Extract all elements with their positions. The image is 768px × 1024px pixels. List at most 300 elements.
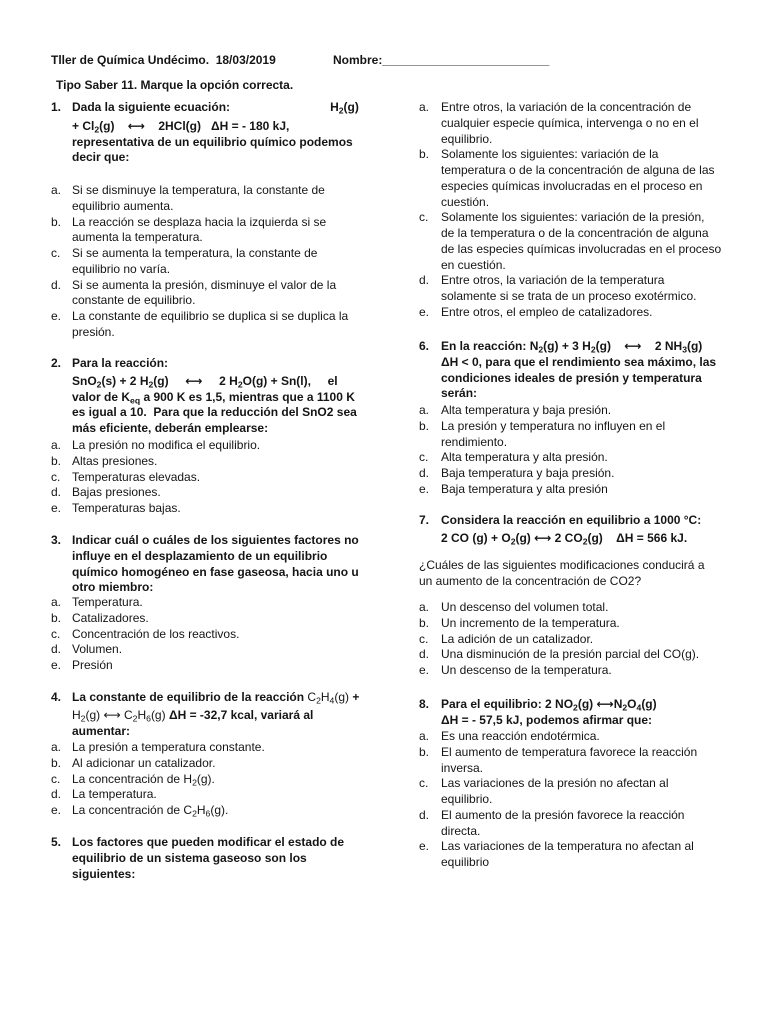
option-letter: e. — [51, 501, 62, 515]
option-5a — [419, 100, 721, 147]
stem-line: aumentar: — [72, 723, 131, 738]
option-line: Volumen. — [72, 642, 123, 657]
option-line: Es una reacción endotérmica. — [441, 729, 600, 743]
option-line: La constante de equilibrio se duplica si se duplica la — [72, 309, 349, 323]
text-run: (g) — [150, 707, 166, 722]
option-4e — [51, 803, 265, 819]
option-line: Temperatura. — [72, 595, 143, 609]
option-line: Temperaturas elevadas. — [72, 469, 201, 484]
question-1-stem — [51, 100, 359, 166]
option-3a — [51, 595, 239, 611]
option-text — [441, 210, 721, 273]
option-line: Un descenso de la temperatura. — [441, 663, 612, 677]
subscript: 6 — [205, 808, 211, 819]
option-letter: c. — [51, 246, 61, 260]
option-line: Solamente los siguientes: variación de la — [441, 147, 659, 162]
option-letter: b. — [419, 418, 430, 433]
option-line: Un incremento de la temperatura. — [441, 615, 620, 630]
option-letter: a. — [51, 183, 62, 197]
subscript: 6 — [146, 713, 151, 724]
option-line: inversa. — [441, 760, 484, 775]
option-6c — [419, 450, 665, 466]
question-5-stem — [51, 835, 344, 882]
subscript: eq — [130, 394, 141, 405]
stem-line: representativa de un equilibrio químico podemos — [72, 134, 353, 149]
option-letter: a. — [51, 595, 62, 609]
text-run: + Cl — [72, 118, 95, 133]
question-3-stem — [51, 533, 359, 596]
option-line: Las variaciones de la temperatura no afectan al — [441, 839, 694, 854]
option-text — [441, 808, 697, 840]
option-line: Una disminución de la presión parcial del CO(g). — [441, 647, 700, 662]
option-8b — [419, 745, 697, 777]
subscript: 3 — [682, 344, 687, 355]
text-run: H — [196, 803, 206, 817]
option-4b — [51, 756, 265, 772]
option-5b — [419, 147, 721, 210]
option-line: Un descenso del volumen total. — [441, 600, 609, 614]
option-text — [72, 485, 260, 501]
option-letter: a. — [51, 740, 62, 754]
option-letter: d. — [51, 642, 62, 657]
option-text — [441, 147, 721, 210]
stem-line: equilibrio de un sistema gaseoso son los — [72, 850, 307, 865]
option-line: aumenta la temperatura. — [72, 230, 203, 245]
option-letter: e. — [419, 304, 430, 319]
question-number: 3. — [51, 533, 62, 547]
option-text — [441, 482, 665, 498]
option-line: Bajas presiones. — [72, 485, 161, 500]
question-number: 5. — [51, 835, 62, 849]
subscript: 2 — [192, 808, 197, 819]
stem-line: otro miembro: — [72, 580, 154, 595]
question-7-prompt — [419, 558, 705, 590]
option-8c — [419, 776, 697, 808]
option-text — [72, 246, 348, 278]
option-6a — [419, 403, 665, 419]
option-6e — [419, 482, 665, 498]
question-8-options — [419, 729, 697, 871]
option-line: Si se aumenta la temperatura, la constante de — [72, 246, 318, 260]
option-letter: b. — [419, 147, 430, 162]
option-line: equilibrio no varía. — [72, 261, 171, 276]
question-6-text — [441, 339, 716, 402]
stem-line: siguientes: — [72, 866, 136, 881]
text-run: La concentración de H — [72, 771, 193, 786]
option-letter: d. — [419, 273, 430, 288]
option-line: especies químicas involucradas en el proceso en — [441, 178, 703, 193]
text-run: H — [137, 707, 147, 722]
text-run: (g) ⟷ 2 H — [153, 373, 238, 388]
option-line: La presión no modifica el equilibrio. — [72, 438, 261, 452]
stem-line: decir que: — [72, 150, 130, 165]
subscript: 2 — [590, 344, 596, 355]
option-text — [441, 403, 665, 419]
option-line: Las variaciones de la presión no afectan al — [441, 776, 669, 791]
option-text — [72, 595, 239, 611]
option-3d — [51, 642, 239, 658]
option-2b — [51, 454, 260, 470]
option-1e — [51, 309, 348, 341]
option-text — [441, 616, 699, 632]
option-text — [72, 215, 348, 247]
option-letter: b. — [51, 755, 62, 770]
text-run: ΔH = -32,7 kcal, variará al — [165, 707, 314, 722]
option-letter: c. — [51, 469, 61, 484]
option-text — [441, 647, 699, 663]
option-line: cuestión. — [441, 194, 490, 209]
question-3-options — [51, 595, 239, 674]
question-number: 2. — [51, 356, 62, 370]
subscript: 4 — [329, 695, 335, 706]
option-8a — [419, 729, 697, 745]
option-line: Si se disminuye la temperatura, la constante de — [72, 183, 325, 197]
option-letter: e. — [51, 309, 62, 323]
option-line: Al adicionar un catalizador. — [72, 755, 216, 770]
question-3-text — [72, 533, 359, 596]
option-7b — [419, 616, 699, 632]
option-text — [72, 658, 239, 674]
stem-line: Considera la reacción en equilibrio a 1000 °C: — [441, 513, 702, 527]
subscript: 2 — [132, 713, 138, 724]
option-letter: e. — [419, 839, 430, 854]
text-run: O(g) + Sn(l), el — [242, 373, 338, 388]
text-run: (g) ⟷ 2 NH — [595, 339, 683, 353]
question-8-text — [441, 697, 657, 729]
option-2e — [51, 501, 260, 517]
option-3b — [51, 611, 239, 627]
text-run: (g). — [210, 803, 229, 817]
stem-line: Para la reacción: — [72, 356, 169, 370]
stem-line: condiciones ideales de presión y temperatura — [441, 370, 702, 385]
subscript: 2 — [80, 713, 86, 724]
stem-line: más eficiente, deberán emplearse: — [72, 421, 269, 435]
text-run: + — [349, 690, 360, 704]
option-line: constante de equilibrio. — [72, 293, 196, 308]
option-text — [72, 642, 239, 658]
text-run: 2 CO (g) + O — [441, 530, 511, 545]
subscript: 2 — [538, 344, 544, 355]
subscript: 4 — [636, 702, 642, 713]
option-letter: d. — [419, 466, 430, 480]
option-5e — [419, 305, 721, 321]
text-run: (g) — [343, 100, 359, 114]
option-5c — [419, 210, 721, 273]
option-text — [441, 632, 699, 648]
question-7-stem — [419, 513, 701, 547]
option-letter: d. — [419, 647, 430, 662]
option-letter: b. — [51, 610, 62, 625]
option-text — [441, 450, 665, 466]
option-line: La adición de un catalizador. — [441, 631, 594, 646]
question-2-text — [72, 356, 357, 437]
text-run: (g) — [641, 697, 657, 711]
option-line: de las especies químicas involucradas en el proceso — [441, 241, 722, 256]
stem-line — [441, 339, 716, 355]
option-line — [72, 803, 265, 819]
option-text — [72, 309, 348, 341]
question-1-options — [51, 183, 348, 341]
option-letter: d. — [419, 807, 430, 822]
question-5-options — [419, 100, 721, 321]
text-run: (g) ΔH = 566 kJ. — [587, 530, 688, 545]
option-text — [72, 470, 260, 486]
question-4-stem — [51, 690, 359, 739]
option-text — [72, 611, 239, 627]
option-4c — [51, 772, 265, 788]
text-run: (s) + 2 H — [101, 373, 149, 388]
question-4-text — [72, 690, 359, 739]
option-line: Entre otros, la variación de la concentración de — [441, 100, 692, 114]
option-text — [441, 745, 697, 777]
option-text — [72, 756, 265, 772]
option-line: Concentración de los reactivos. — [72, 626, 240, 641]
text-run: (g) ⟷N — [577, 697, 623, 711]
text-run: (g). — [196, 771, 215, 786]
option-1d — [51, 278, 348, 310]
text-run: H — [72, 707, 81, 722]
option-line: temperatura o de la concentración de alguna de las — [441, 163, 715, 177]
stem-line — [72, 390, 357, 406]
stem-line — [72, 708, 359, 724]
text-run: La concentración de C — [72, 803, 193, 817]
option-letter: a. — [51, 438, 62, 452]
option-line: directa. — [441, 823, 481, 838]
subscript: 2 — [237, 379, 243, 390]
option-line: La presión y temperatura no influyen en el — [441, 418, 666, 433]
option-1b — [51, 215, 348, 247]
option-text — [441, 776, 697, 808]
option-text — [441, 839, 697, 871]
subscript: 2 — [94, 124, 100, 135]
option-line: solamente si se trata de un proceso exotérmico. — [441, 289, 697, 303]
option-1c — [51, 246, 348, 278]
question-5-text — [72, 835, 344, 882]
option-line: equilibrio — [441, 855, 490, 869]
stem-line — [72, 690, 359, 706]
text-run: Para el equilibrio: 2 NO — [441, 697, 574, 711]
option-letter: e. — [419, 663, 430, 677]
option-letter: c. — [419, 631, 429, 646]
option-1a — [51, 183, 348, 215]
subscript: 2 — [316, 695, 321, 706]
option-8e — [419, 839, 697, 871]
option-2c — [51, 470, 260, 486]
stem-line: Indicar cuál o cuáles de los siguientes factores no — [72, 533, 359, 547]
option-text — [441, 600, 699, 616]
option-letter: c. — [419, 210, 429, 225]
text-run: Dada la siguiente ecuación: H — [72, 100, 339, 114]
stem-line: es igual a 10. Para que la reducción del SnO2 sea — [72, 405, 357, 420]
option-line: rendimiento. — [441, 434, 508, 449]
option-line: presión. — [72, 324, 115, 339]
option-line: de la temperatura o de la concentración de alguna — [441, 226, 709, 240]
stem-line — [441, 697, 657, 713]
question-number: 4. — [51, 690, 62, 704]
option-letter: b. — [419, 744, 430, 759]
option-letter: e. — [419, 481, 430, 496]
option-letter: a. — [419, 729, 430, 743]
option-text — [72, 183, 348, 215]
option-2a — [51, 438, 260, 454]
subscript: 2 — [573, 702, 578, 713]
option-line: Temperaturas bajas. — [72, 501, 181, 515]
option-line: Presión — [72, 658, 113, 672]
option-7a — [419, 600, 699, 616]
option-line: equilibrio aumenta. — [72, 198, 174, 213]
option-letter: b. — [51, 214, 62, 229]
option-line: cualquier especie química, intervenga o no en el — [441, 115, 699, 130]
option-letter: d. — [51, 485, 62, 500]
option-line: Entre otros, la variación de la temperatura — [441, 273, 665, 288]
option-letter: d. — [51, 787, 62, 802]
option-4a — [51, 740, 265, 756]
option-line: Baja temperatura y alta presión — [441, 481, 608, 496]
option-line: Solamente los siguientes: variación de la presión, — [441, 210, 705, 225]
text-run: (g) ⟷ 2 CO — [515, 530, 583, 545]
option-line: Alta temperatura y baja presión. — [441, 403, 612, 417]
option-line: Altas presiones. — [72, 453, 158, 468]
question-7-text — [441, 513, 701, 547]
option-3c — [51, 627, 239, 643]
option-line — [72, 772, 265, 788]
option-text — [72, 278, 348, 310]
option-6b — [419, 419, 665, 451]
option-letter: c. — [419, 450, 429, 465]
option-text — [72, 787, 265, 803]
option-text — [72, 501, 260, 517]
stem-line: Los factores que pueden modificar el estado de — [72, 835, 345, 849]
option-text — [441, 273, 721, 305]
question-1-text — [72, 100, 359, 166]
stem-line — [72, 100, 359, 116]
option-7e — [419, 663, 699, 679]
question-8-stem — [419, 697, 657, 729]
question-2-stem — [51, 356, 357, 437]
option-line: La reacción se desplaza hacia la izquierda si se — [72, 214, 327, 229]
text-run: SnO — [72, 373, 97, 388]
option-line: equilibrio. — [441, 792, 493, 806]
stem-line: serán: — [441, 386, 478, 401]
option-letter: a. — [419, 600, 430, 614]
option-line: El aumento de temperatura favorece la reacción — [441, 744, 698, 759]
text-run: En la reacción: N — [441, 339, 539, 353]
subscript: 2 — [192, 776, 197, 787]
subscript: 2 — [582, 536, 588, 547]
text-run: La constante de equilibrio de la reacción — [72, 690, 308, 704]
text-run: (g) — [334, 690, 350, 704]
option-text — [441, 663, 699, 679]
subscript: 2 — [338, 105, 344, 116]
stem-line: ΔH < 0, para que el rendimiento sea máximo, las — [441, 354, 717, 369]
subscript: 2 — [96, 379, 102, 390]
option-letter: a. — [419, 100, 430, 114]
text-run: O — [627, 697, 637, 711]
question-7-options — [419, 600, 699, 679]
option-text — [72, 803, 265, 819]
question-6-options — [419, 403, 665, 498]
text-run: a 900 K es 1,5, mientras que a 1100 K — [140, 389, 355, 404]
question-4-options — [51, 740, 265, 819]
option-line: Alta temperatura y alta presión. — [441, 450, 608, 465]
option-text — [72, 438, 260, 454]
option-line: Si se aumenta la presión, disminuye el valor de la — [72, 277, 337, 292]
question-number: 6. — [419, 339, 430, 353]
option-6d — [419, 466, 665, 482]
option-line: Entre otros, el empleo de catalizadores. — [441, 304, 653, 319]
worksheet-title: Tller de Química Undécimo. 18/03/2019 — [51, 53, 276, 67]
stem-line: ΔH = - 57,5 kJ, podemos afirmar que: — [441, 712, 653, 727]
text-run: C — [307, 690, 317, 704]
option-text — [441, 100, 721, 147]
option-letter: e. — [51, 658, 62, 672]
option-text — [72, 772, 265, 788]
option-line: La temperatura. — [72, 787, 157, 802]
text-run: (g) — [686, 339, 703, 353]
question-6-stem — [419, 339, 716, 402]
stem-line — [72, 119, 359, 135]
option-text — [72, 454, 260, 470]
option-2d — [51, 485, 260, 501]
text-run: (g) ⟷ 2HCl(g) ΔH = - 180 kJ, — [99, 118, 290, 133]
option-text — [72, 740, 265, 756]
stem-line — [72, 374, 357, 390]
stem-line — [441, 531, 701, 547]
option-letter: c. — [51, 771, 61, 786]
option-letter: c. — [419, 776, 429, 791]
stem-line: influye en el desplazamiento de un equilibrio — [72, 548, 328, 563]
option-text — [441, 729, 697, 745]
prompt-line: ¿Cuáles de las siguientes modificaciones conducirá a — [419, 558, 705, 572]
text-run: (g) ⟷ C — [85, 707, 133, 722]
subscript: 2 — [148, 379, 154, 390]
question-number: 8. — [419, 697, 430, 711]
option-text — [72, 627, 239, 643]
option-7c — [419, 632, 699, 648]
option-line: Baja temperatura y baja presión. — [441, 466, 615, 480]
option-text — [441, 305, 721, 321]
question-2-options — [51, 438, 260, 517]
option-3e — [51, 658, 239, 674]
option-5d — [419, 273, 721, 305]
prompt-line: un aumento de la concentración de CO2? — [419, 573, 642, 588]
option-text — [441, 466, 665, 482]
instructions: Tipo Saber 11. Marque la opción correcta. — [56, 78, 294, 92]
option-8d — [419, 808, 697, 840]
student-name-field: Nombre:_________________________ — [333, 53, 550, 67]
option-line: El aumento de la presión favorece la reacción — [441, 807, 685, 822]
option-text — [441, 419, 665, 451]
option-letter: d. — [51, 277, 62, 292]
text-run: H — [320, 690, 330, 704]
option-7d — [419, 647, 699, 663]
question-number: 7. — [419, 513, 430, 527]
subscript: 2 — [510, 536, 516, 547]
text-run: (g) + 3 H — [543, 339, 591, 353]
option-letter: b. — [51, 453, 62, 468]
option-line: La presión a temperatura constante. — [72, 740, 265, 754]
text-run: valor de K — [72, 389, 131, 404]
option-letter: c. — [51, 626, 61, 641]
stem-line: químico homogéneo en fase gaseosa, hacia uno u — [72, 564, 359, 579]
subscript: 2 — [622, 702, 628, 713]
option-line: Catalizadores. — [72, 610, 149, 625]
option-4d — [51, 787, 265, 803]
option-line: equilibrio. — [441, 131, 493, 146]
option-line: en cuestión. — [441, 257, 506, 272]
question-number: 1. — [51, 100, 62, 114]
option-letter: a. — [419, 403, 430, 417]
